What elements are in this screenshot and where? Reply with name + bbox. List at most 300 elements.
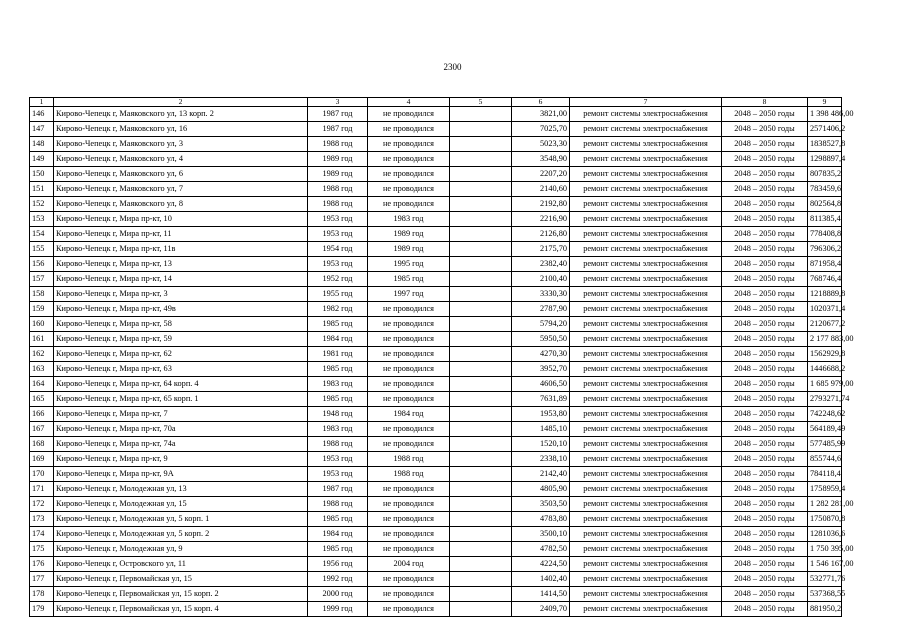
area-cell: 1402,40 (512, 572, 570, 587)
table-row (30, 377, 842, 392)
period-cell: 2048 – 2050 годы (722, 137, 808, 152)
cost-cell: 768746,4 (808, 272, 842, 287)
last-repair-year-cell: не проводился (368, 362, 450, 377)
build-year-cell: 1985 год (308, 512, 368, 527)
address-cell: Кирово-Чепецк г, Маяковского ул, 8 (54, 197, 308, 212)
address-cell: Кирово-Чепецк г, Мира пр-кт, 7 (54, 407, 308, 422)
build-year-cell: 1985 год (308, 362, 368, 377)
period-cell: 2048 – 2050 годы (722, 497, 808, 512)
build-year-cell: 1984 год (308, 527, 368, 542)
empty-cell-cell (450, 602, 512, 617)
cost-cell: 1 750 395,00 (808, 542, 842, 557)
cost-cell: 796306,2 (808, 242, 842, 257)
area-cell: 2140,60 (512, 182, 570, 197)
build-year-cell: 1992 год (308, 572, 368, 587)
cost-cell: 855744,6 (808, 452, 842, 467)
work-type-cell: ремонт системы электроснабжения (570, 362, 722, 377)
address-cell: Кирово-Чепецк г, Мира пр-кт, 59 (54, 332, 308, 347)
table-row (30, 167, 842, 182)
area-cell: 4606,50 (512, 377, 570, 392)
period-cell: 2048 – 2050 годы (722, 242, 808, 257)
work-type-cell: ремонт системы электроснабжения (570, 347, 722, 362)
row-number-cell: 162 (30, 347, 54, 362)
empty-cell-cell (450, 587, 512, 602)
table-row (30, 272, 842, 287)
build-year-cell: 1953 год (308, 212, 368, 227)
column-header-3: 3 (308, 98, 368, 107)
table-row (30, 542, 842, 557)
row-number-cell: 179 (30, 602, 54, 617)
period-cell: 2048 – 2050 годы (722, 107, 808, 122)
area-cell: 3503,50 (512, 497, 570, 512)
table-row (30, 212, 842, 227)
column-header-2: 2 (54, 98, 308, 107)
row-number-cell: 165 (30, 392, 54, 407)
row-number-cell: 164 (30, 377, 54, 392)
column-header-1: 1 (30, 98, 54, 107)
table-row (30, 602, 842, 617)
period-cell: 2048 – 2050 годы (722, 167, 808, 182)
empty-cell-cell (450, 107, 512, 122)
address-cell: Кирово-Чепецк г, Маяковского ул, 3 (54, 137, 308, 152)
last-repair-year-cell: не проводился (368, 332, 450, 347)
last-repair-year-cell: 1989 год (368, 227, 450, 242)
area-cell: 7025,70 (512, 122, 570, 137)
area-cell: 2100,40 (512, 272, 570, 287)
build-year-cell: 1948 год (308, 407, 368, 422)
table-row (30, 137, 842, 152)
cost-cell: 1758959,4 (808, 482, 842, 497)
empty-cell-cell (450, 407, 512, 422)
last-repair-year-cell: 2004 год (368, 557, 450, 572)
row-number-cell: 156 (30, 257, 54, 272)
table-row (30, 227, 842, 242)
period-cell: 2048 – 2050 годы (722, 272, 808, 287)
work-type-cell: ремонт системы электроснабжения (570, 512, 722, 527)
cost-cell: 2571406,2 (808, 122, 842, 137)
address-cell: Кирово-Чепецк г, Молодежная ул, 5 корп. 2 (54, 527, 308, 542)
table-row (30, 182, 842, 197)
last-repair-year-cell: 1995 год (368, 257, 450, 272)
table-row (30, 512, 842, 527)
build-year-cell: 1981 год (308, 347, 368, 362)
table-row (30, 197, 842, 212)
work-type-cell: ремонт системы электроснабжения (570, 392, 722, 407)
work-type-cell: ремонт системы электроснабжения (570, 197, 722, 212)
table-row (30, 497, 842, 512)
build-year-cell: 1953 год (308, 257, 368, 272)
build-year-cell: 1988 год (308, 497, 368, 512)
work-type-cell: ремонт системы электроснабжения (570, 212, 722, 227)
last-repair-year-cell: не проводился (368, 182, 450, 197)
table-row (30, 467, 842, 482)
cost-cell: 564189,49 (808, 422, 842, 437)
period-cell: 2048 – 2050 годы (722, 572, 808, 587)
empty-cell-cell (450, 437, 512, 452)
row-number-cell: 148 (30, 137, 54, 152)
cost-cell: 871958,4 (808, 257, 842, 272)
header-row (30, 98, 842, 107)
empty-cell-cell (450, 197, 512, 212)
empty-cell-cell (450, 227, 512, 242)
row-number-cell: 163 (30, 362, 54, 377)
area-cell: 5794,20 (512, 317, 570, 332)
area-cell: 4270,30 (512, 347, 570, 362)
work-type-cell: ремонт системы электроснабжения (570, 317, 722, 332)
empty-cell-cell (450, 482, 512, 497)
table-row (30, 347, 842, 362)
area-cell: 4805,90 (512, 482, 570, 497)
area-cell: 1414,50 (512, 587, 570, 602)
period-cell: 2048 – 2050 годы (722, 557, 808, 572)
work-type-cell: ремонт системы электроснабжения (570, 257, 722, 272)
empty-cell-cell (450, 422, 512, 437)
build-year-cell: 1988 год (308, 197, 368, 212)
work-type-cell: ремонт системы электроснабжения (570, 302, 722, 317)
empty-cell-cell (450, 182, 512, 197)
last-repair-year-cell: не проводился (368, 152, 450, 167)
row-number-cell: 174 (30, 527, 54, 542)
address-cell: Кирово-Чепецк г, Мира пр-кт, 63 (54, 362, 308, 377)
last-repair-year-cell: не проводился (368, 572, 450, 587)
work-type-cell: ремонт системы электроснабжения (570, 137, 722, 152)
table-row (30, 362, 842, 377)
build-year-cell: 1999 год (308, 602, 368, 617)
work-type-cell: ремонт системы электроснабжения (570, 152, 722, 167)
address-cell: Кирово-Чепецк г, Маяковского ул, 13 корп. 2 (54, 107, 308, 122)
address-cell: Кирово-Чепецк г, Молодежная ул, 13 (54, 482, 308, 497)
last-repair-year-cell: не проводился (368, 197, 450, 212)
last-repair-year-cell: не проводился (368, 392, 450, 407)
build-year-cell: 2000 год (308, 587, 368, 602)
row-number-cell: 176 (30, 557, 54, 572)
last-repair-year-cell: 1989 год (368, 242, 450, 257)
period-cell: 2048 – 2050 годы (722, 362, 808, 377)
period-cell: 2048 – 2050 годы (722, 227, 808, 242)
address-cell: Кирово-Чепецк г, Мира пр-кт, 9 (54, 452, 308, 467)
period-cell: 2048 – 2050 годы (722, 407, 808, 422)
table-row (30, 242, 842, 257)
address-cell: Кирово-Чепецк г, Маяковского ул, 6 (54, 167, 308, 182)
column-header-9: 9 (808, 98, 842, 107)
build-year-cell: 1983 год (308, 377, 368, 392)
row-number-cell: 171 (30, 482, 54, 497)
table-row (30, 527, 842, 542)
row-number-cell: 157 (30, 272, 54, 287)
table-row (30, 287, 842, 302)
work-type-cell: ремонт системы электроснабжения (570, 452, 722, 467)
address-cell: Кирово-Чепецк г, Маяковского ул, 4 (54, 152, 308, 167)
row-number-cell: 169 (30, 452, 54, 467)
area-cell: 3548,90 (512, 152, 570, 167)
last-repair-year-cell: не проводился (368, 122, 450, 137)
work-type-cell: ремонт системы электроснабжения (570, 107, 722, 122)
period-cell: 2048 – 2050 годы (722, 197, 808, 212)
row-number-cell: 149 (30, 152, 54, 167)
period-cell: 2048 – 2050 годы (722, 542, 808, 557)
row-number-cell: 159 (30, 302, 54, 317)
last-repair-year-cell: 1997 год (368, 287, 450, 302)
row-number-cell: 153 (30, 212, 54, 227)
last-repair-year-cell: не проводился (368, 602, 450, 617)
period-cell: 2048 – 2050 годы (722, 512, 808, 527)
address-cell: Кирово-Чепецк г, Мира пр-кт, 3 (54, 287, 308, 302)
last-repair-year-cell: 1988 год (368, 452, 450, 467)
work-type-cell: ремонт системы электроснабжения (570, 437, 722, 452)
address-cell: Кирово-Чепецк г, Мира пр-кт, 65 корп. 1 (54, 392, 308, 407)
table-row (30, 407, 842, 422)
cost-cell: 1020371,4 (808, 302, 842, 317)
row-number-cell: 158 (30, 287, 54, 302)
empty-cell-cell (450, 272, 512, 287)
work-type-cell: ремонт системы электроснабжения (570, 377, 722, 392)
last-repair-year-cell: не проводился (368, 107, 450, 122)
area-cell: 4783,80 (512, 512, 570, 527)
table-row (30, 437, 842, 452)
work-type-cell: ремонт системы электроснабжения (570, 227, 722, 242)
last-repair-year-cell: не проводился (368, 587, 450, 602)
build-year-cell: 1953 год (308, 467, 368, 482)
row-number-cell: 170 (30, 467, 54, 482)
period-cell: 2048 – 2050 годы (722, 182, 808, 197)
address-cell: Кирово-Чепецк г, Мира пр-кт, 9А (54, 467, 308, 482)
area-cell: 2192,80 (512, 197, 570, 212)
period-cell: 2048 – 2050 годы (722, 452, 808, 467)
build-year-cell: 1956 год (308, 557, 368, 572)
cost-cell: 1281036,6 (808, 527, 842, 542)
last-repair-year-cell: не проводился (368, 167, 450, 182)
table-row (30, 332, 842, 347)
row-number-cell: 167 (30, 422, 54, 437)
empty-cell-cell (450, 122, 512, 137)
area-cell: 1953,80 (512, 407, 570, 422)
address-cell: Кирово-Чепецк г, Мира пр-кт, 13 (54, 257, 308, 272)
work-type-cell: ремонт системы электроснабжения (570, 602, 722, 617)
table-row (30, 302, 842, 317)
column-header-7: 7 (570, 98, 722, 107)
cost-cell: 802564,8 (808, 197, 842, 212)
area-cell: 3330,30 (512, 287, 570, 302)
work-type-cell: ремонт системы электроснабжения (570, 332, 722, 347)
period-cell: 2048 – 2050 годы (722, 332, 808, 347)
table-row (30, 572, 842, 587)
row-number-cell: 173 (30, 512, 54, 527)
row-number-cell: 152 (30, 197, 54, 212)
area-cell: 2175,70 (512, 242, 570, 257)
build-year-cell: 1954 год (308, 242, 368, 257)
empty-cell-cell (450, 572, 512, 587)
work-type-cell: ремонт системы электроснабжения (570, 122, 722, 137)
last-repair-year-cell: не проводился (368, 512, 450, 527)
address-cell: Кирово-Чепецк г, Мира пр-кт, 14 (54, 272, 308, 287)
column-header-8: 8 (722, 98, 808, 107)
empty-cell-cell (450, 332, 512, 347)
empty-cell-cell (450, 512, 512, 527)
period-cell: 2048 – 2050 годы (722, 587, 808, 602)
table-row (30, 152, 842, 167)
cost-cell: 783459,6 (808, 182, 842, 197)
cost-cell: 881950,2 (808, 602, 842, 617)
area-cell: 4224,50 (512, 557, 570, 572)
period-cell: 2048 – 2050 годы (722, 317, 808, 332)
table-row (30, 557, 842, 572)
last-repair-year-cell: не проводился (368, 437, 450, 452)
cost-cell: 532771,76 (808, 572, 842, 587)
last-repair-year-cell: не проводился (368, 137, 450, 152)
period-cell: 2048 – 2050 годы (722, 122, 808, 137)
work-type-cell: ремонт системы электроснабжения (570, 242, 722, 257)
cost-cell: 1 685 979,00 (808, 377, 842, 392)
area-cell: 1520,10 (512, 437, 570, 452)
build-year-cell: 1983 год (308, 422, 368, 437)
last-repair-year-cell: 1983 год (368, 212, 450, 227)
empty-cell-cell (450, 317, 512, 332)
cost-cell: 537368,55 (808, 587, 842, 602)
build-year-cell: 1987 год (308, 482, 368, 497)
table-body (30, 107, 854, 617)
area-cell: 2787,90 (512, 302, 570, 317)
row-number-cell: 154 (30, 227, 54, 242)
table-row (30, 257, 842, 272)
table-row (30, 482, 842, 497)
empty-cell-cell (450, 377, 512, 392)
row-number-cell: 166 (30, 407, 54, 422)
last-repair-year-cell: не проводился (368, 497, 450, 512)
build-year-cell: 1985 год (308, 392, 368, 407)
period-cell: 2048 – 2050 годы (722, 422, 808, 437)
last-repair-year-cell: 1984 год (368, 407, 450, 422)
address-cell: Кирово-Чепецк г, Маяковского ул, 7 (54, 182, 308, 197)
table-row (30, 122, 842, 137)
row-number-cell: 161 (30, 332, 54, 347)
work-type-cell: ремонт системы электроснабжения (570, 482, 722, 497)
cost-cell: 1298897,4 (808, 152, 842, 167)
cost-cell: 1 398 486,00 (808, 107, 842, 122)
empty-cell-cell (450, 212, 512, 227)
build-year-cell: 1985 год (308, 542, 368, 557)
build-year-cell: 1984 год (308, 332, 368, 347)
period-cell: 2048 – 2050 годы (722, 257, 808, 272)
last-repair-year-cell: не проводился (368, 482, 450, 497)
area-cell: 2207,20 (512, 167, 570, 182)
area-cell: 4782,50 (512, 542, 570, 557)
empty-cell-cell (450, 467, 512, 482)
address-cell: Кирово-Чепецк г, Мира пр-кт, 49в (54, 302, 308, 317)
column-header-5: 5 (450, 98, 512, 107)
empty-cell-cell (450, 137, 512, 152)
build-year-cell: 1988 год (308, 437, 368, 452)
cost-cell: 807835,2 (808, 167, 842, 182)
period-cell: 2048 – 2050 годы (722, 527, 808, 542)
row-number-cell: 175 (30, 542, 54, 557)
row-number-cell: 160 (30, 317, 54, 332)
cost-cell: 577485,99 (808, 437, 842, 452)
work-type-cell: ремонт системы электроснабжения (570, 467, 722, 482)
address-cell: Кирово-Чепецк г, Мира пр-кт, 74а (54, 437, 308, 452)
area-cell: 3821,00 (512, 107, 570, 122)
cost-cell: 2120677,2 (808, 317, 842, 332)
period-cell: 2048 – 2050 годы (722, 302, 808, 317)
last-repair-year-cell: 1985 год (368, 272, 450, 287)
cost-cell: 1 282 281,00 (808, 497, 842, 512)
table-row (30, 452, 842, 467)
area-cell: 2216,90 (512, 212, 570, 227)
table-row (30, 107, 842, 122)
build-year-cell: 1988 год (308, 137, 368, 152)
cost-cell: 1446688,2 (808, 362, 842, 377)
empty-cell-cell (450, 287, 512, 302)
area-cell: 5950,50 (512, 332, 570, 347)
area-cell: 7631,89 (512, 392, 570, 407)
cost-cell: 784118,4 (808, 467, 842, 482)
period-cell: 2048 – 2050 годы (722, 287, 808, 302)
area-cell: 1485,10 (512, 422, 570, 437)
last-repair-year-cell: не проводился (368, 377, 450, 392)
empty-cell-cell (450, 542, 512, 557)
cost-cell: 1838527,8 (808, 137, 842, 152)
area-cell: 2126,80 (512, 227, 570, 242)
empty-cell-cell (450, 242, 512, 257)
last-repair-year-cell: не проводился (368, 422, 450, 437)
cost-cell: 2 177 883,00 (808, 332, 842, 347)
period-cell: 2048 – 2050 годы (722, 437, 808, 452)
period-cell: 2048 – 2050 годы (722, 392, 808, 407)
work-type-cell: ремонт системы электроснабжения (570, 272, 722, 287)
build-year-cell: 1987 год (308, 122, 368, 137)
work-type-cell: ремонт системы электроснабжения (570, 527, 722, 542)
build-year-cell: 1989 год (308, 167, 368, 182)
cost-cell: 1 546 167,00 (808, 557, 842, 572)
period-cell: 2048 – 2050 годы (722, 152, 808, 167)
build-year-cell: 1985 год (308, 317, 368, 332)
build-year-cell: 1988 год (308, 182, 368, 197)
build-year-cell: 1989 год (308, 152, 368, 167)
build-year-cell: 1952 год (308, 272, 368, 287)
address-cell: Кирово-Чепецк г, Молодежная ул, 9 (54, 542, 308, 557)
empty-cell-cell (450, 362, 512, 377)
row-number-cell: 147 (30, 122, 54, 137)
empty-cell-cell (450, 347, 512, 362)
address-cell: Кирово-Чепецк г, Мира пр-кт, 11 (54, 227, 308, 242)
build-year-cell: 1982 год (308, 302, 368, 317)
empty-cell-cell (450, 527, 512, 542)
row-number-cell: 155 (30, 242, 54, 257)
table-row (30, 422, 842, 437)
area-cell: 5023,30 (512, 137, 570, 152)
row-number-cell: 177 (30, 572, 54, 587)
work-type-cell: ремонт системы электроснабжения (570, 167, 722, 182)
period-cell: 2048 – 2050 годы (722, 467, 808, 482)
empty-cell-cell (450, 497, 512, 512)
row-number-cell: 151 (30, 182, 54, 197)
last-repair-year-cell: не проводился (368, 347, 450, 362)
empty-cell-cell (450, 392, 512, 407)
address-cell: Кирово-Чепецк г, Первомайская ул, 15 (54, 572, 308, 587)
page-number: 2300 (443, 62, 462, 72)
address-cell: Кирово-Чепецк г, Мира пр-кт, 64 корп. 4 (54, 377, 308, 392)
last-repair-year-cell: не проводился (368, 317, 450, 332)
address-cell: Кирово-Чепецк г, Островского ул, 11 (54, 557, 308, 572)
column-header-4: 4 (368, 98, 450, 107)
address-cell: Кирово-Чепецк г, Маяковского ул, 16 (54, 122, 308, 137)
address-cell: Кирово-Чепецк г, Молодежная ул, 5 корп. 1 (54, 512, 308, 527)
build-year-cell: 1987 год (308, 107, 368, 122)
empty-cell-cell (450, 302, 512, 317)
period-cell: 2048 – 2050 годы (722, 377, 808, 392)
row-number-cell: 172 (30, 497, 54, 512)
cost-cell: 778408,8 (808, 227, 842, 242)
cost-cell: 742248,62 (808, 407, 842, 422)
